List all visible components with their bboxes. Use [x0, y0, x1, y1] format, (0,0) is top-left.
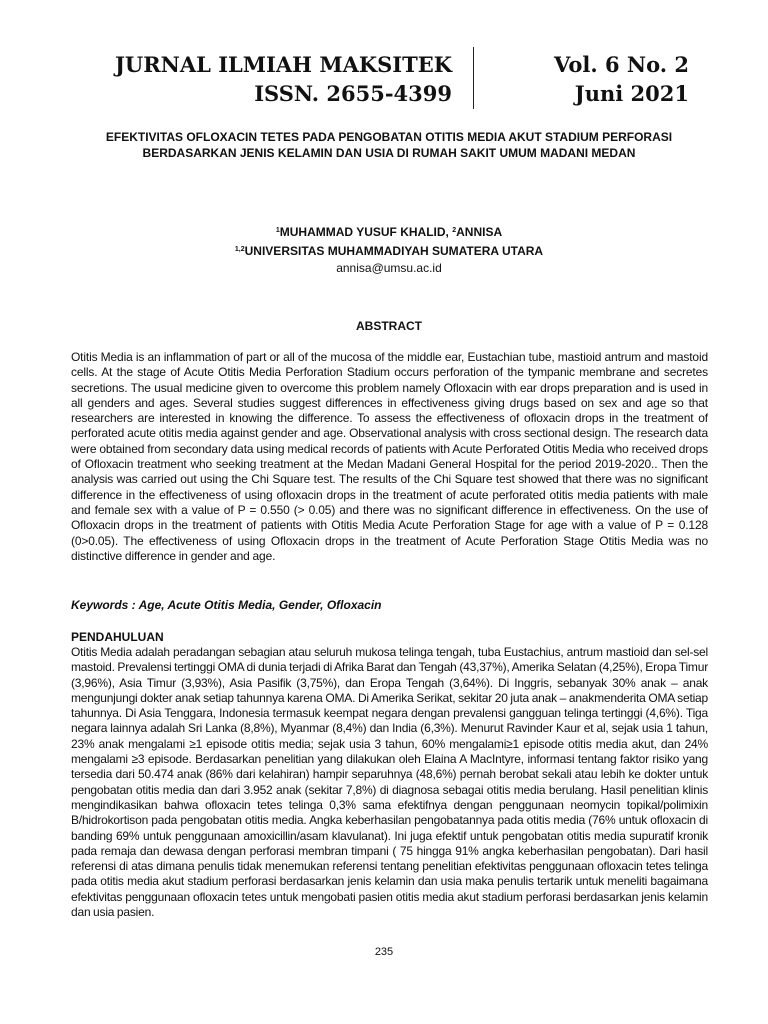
author-2-name: ANNISA: [456, 225, 503, 239]
author-email: annisa@umsu.ac.id: [336, 261, 442, 275]
keywords: Keywords : Age, Acute Otitis Media, Gender, Ofloxacin: [71, 598, 382, 612]
abstract-heading: ABSTRACT: [356, 319, 422, 333]
article-title-line: BERDASARKAN JENIS KELAMIN DAN USIA DI RUMAH SAKIT UMUM MADANI MEDAN: [142, 146, 636, 160]
section-body: Otitis Media adalah peradangan sebagian atau seluruh mukosa telinga tengah, tuba Eustachius, antrum mastioid dan sel-sel mastoid. Prevalensi tertinggi OMA di dunia terjadi di Afrika Barat dan Tengah (43,37%), Amerika Selatan (4,25%), Eropa Timur (3,96%), Asia Timur (3,93%), Asia Pasifik (3,75%), dan Eropa Tengah (3,64%). Di Inggris, sebanyak 30% anak – anak mengunjungi dokter anak setiap tahunnya karena OMA. Di Amerika Serikat, sekitar 20 juta anak – anakmenderita OMA setiap tahunnya. Di Asia Tenggara, Indonesia termasuk keempat negara dengan prevalensi gangguan telinga tertinggi (4,6%). Tiga negara lainnya adalah Sri Lanka (8,8%), Myanmar (8,4%) dan India (6,3%). Menurut Ravinder Kaur et al, sejak usia 1 tahun, 23% anak mengalami ≥1 episode otitis media; sejak usia 3 tahun, 60% mengalami≥1 episode otitis media akut, dan 24% mengalami ≥3 episode. Berdasarkan penelitian yang dilakukan oleh Elaina A MacIntyre, informasi tentang faktor risiko yang tersedia dari 50.474 anak (86% dari kelahiran) hampir separuhnya (48,6%) pernah berobat sekali atau lebih ke dokter untuk pengobatan otitis media dan dari 3.952 anak (sekitar 7,8%) di diagnosa sebagai otitis media berulang. Hasil penelitian klinis mengindikasikan bahwa ofloxacin tetes telinga 0,3% sama efektifnya dengan penggunaan neomycin topikal/polimixin B/hidrokortison pada pengobatan otitis media. Angka keberhasilan pengobatannya pada otitis media (76% untuk ofloxacin di banding 69% untuk penggunaan amoxicillin/asam klavulanat). Ini juga efektif untuk pengobatan otitis media supuratif kronik pada remaja dan dewasa dengan perforasi membran timpani ( 75 hingga 91% angka keberhasilan pengobatan). Dari hasil referensi di atas dimana penulis tidak menemukan referensi tentang penelitian efektivitas penggunaan ofloxacin tetes telinga pada otitis media akut stadium perforasi berdasarkan jenis kelamin dan usia maka penulis tertarik untuk meneliti bagaimana efektivitas penggunaan ofloxacin tetes untuk mengobati pasien otitis media akut stadium perforasi berdasarkan jenis kelamin dan usia pasien.: [71, 645, 708, 920]
author-affiliation: [70, 241, 708, 260]
journal-issn: ISSN. 2655-4399: [254, 81, 452, 106]
page-number: 235: [374, 946, 394, 958]
author-2-marker: 2: [452, 227, 457, 234]
article-title: [70, 129, 708, 161]
abstract-text: Otitis Media is an inflammation of part or all of the mucosa of the middle ear, Eustachian tube, mastioid antrum and mastoid cells. At the stage of Acute Otitis Media Perforation Stadium occurs perforation of the tympanic membrane and secretes secretions. The usual medicine given to overcome this problem namely Ofloxacin with ear drops preparation and is used in all genders and ages. Several studies suggest differences in effectiveness giving drugs based on sex and age so that researchers are interested in knowing the difference. To assess the effectiveness of ofloxacin drops in the treatment of perforated acute otitis media against gender and age. Observational analysis with cross sectional design. The research data were obtained from secondary data using medical records of patients with Acute Perforated Otitis Media who received drops of Ofloxacin treatment who seeking treatment at the Medan Madani General Hospital for the period 2019-2020.. Then the analysis was carried out using the Chi Square test. The results of the Chi Square test showed that there was no significant difference in the effectiveness of using ofloxacin drops in the treatment of acute perforated otitis media patients with male and female sex with a value of P = 0.550 (> 0.05) and there was no significant difference in effectiveness. On the use of Ofloxacin drops in the treatment of patients with Otitis Media Acute Perforation Stage for age with a value of P = 0.128 (0>0.05). The effectiveness of using Ofloxacin drops in the treatment of Acute Perforation Stage Otitis Media was no distinctive difference in gender and age.: [71, 350, 708, 563]
affiliation-marker: 1,2: [234, 246, 245, 253]
journal-header: [0, 0, 768, 110]
author-1-marker: 1: [275, 227, 280, 234]
article-title-line: EFEKTIVITAS OFLOXACIN TETES PADA PENGOBATAN OTITIS MEDIA AKUT STADIUM PERFORASI: [105, 130, 673, 144]
journal-name: JURNAL ILMIAH MAKSITEK: [114, 52, 452, 77]
journal-issue: [470, 50, 689, 108]
author-names: [70, 222, 708, 241]
affiliation-name: UNIVERSITAS MUHAMMADIYAH SUMATERA UTARA: [244, 244, 544, 258]
journal-date: Juni 2021: [574, 81, 689, 106]
journal-identity: [60, 50, 452, 108]
author-block: [70, 222, 708, 277]
journal-volume: Vol. 6 No. 2: [554, 52, 689, 77]
author-1-name: MUHAMMAD YUSUF KHALID,: [279, 225, 453, 239]
section-heading: PENDAHULUAN: [71, 630, 164, 644]
